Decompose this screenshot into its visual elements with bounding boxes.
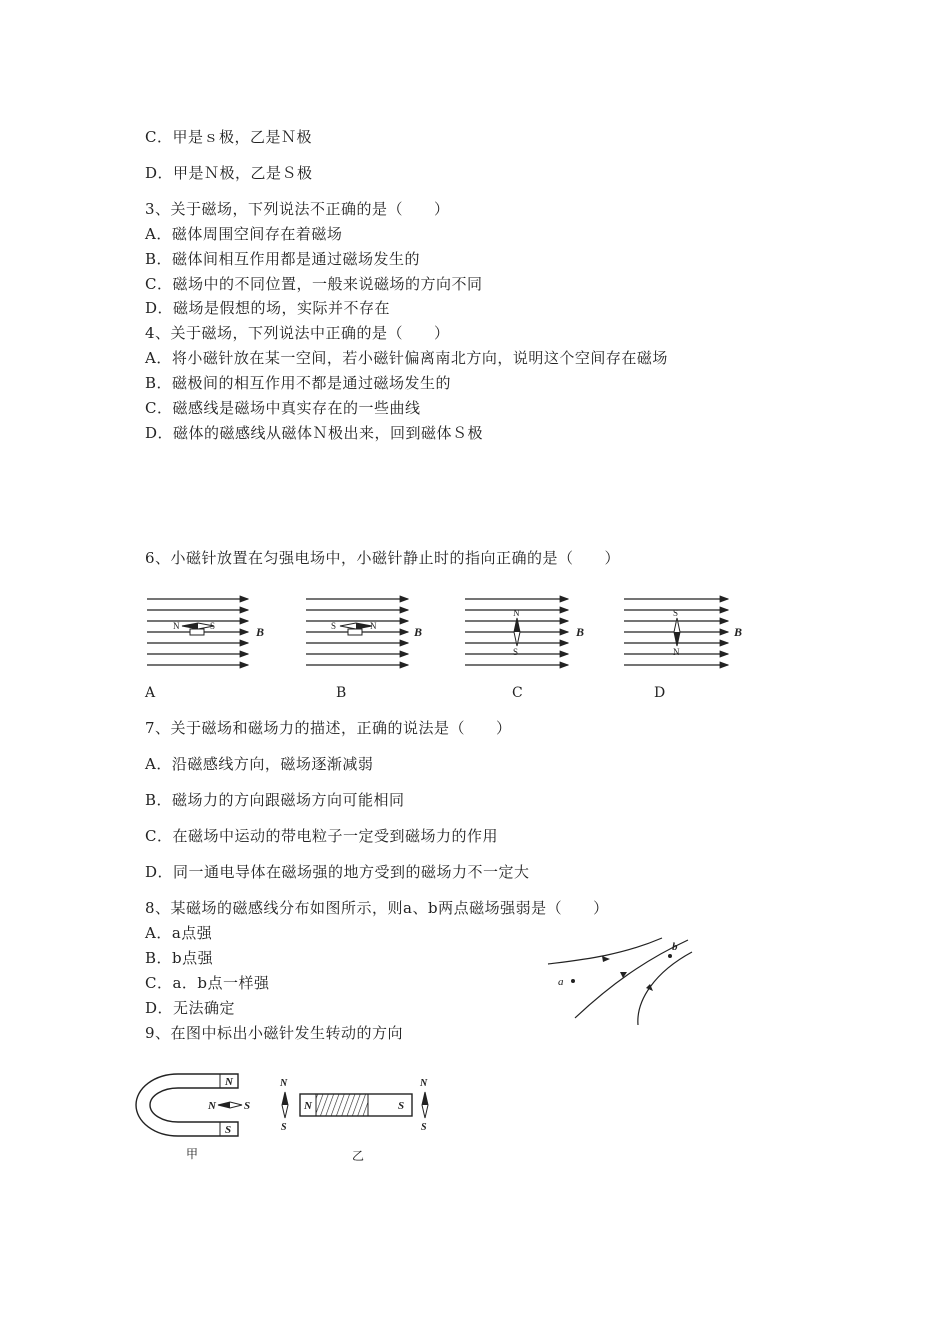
q9-stem: 9、在图中标出小磁针发生转动的方向: [145, 1024, 404, 1042]
q9-needle-left: [279, 1078, 288, 1133]
q9-u-s: S: [225, 1124, 232, 1136]
q6-field-label-d: B: [734, 625, 743, 639]
q6-b-s: S: [331, 621, 337, 631]
q4-option-c: C．磁感线是磁场中真实存在的一些曲线: [145, 399, 421, 417]
q6-label-b: B: [336, 685, 347, 701]
q7-option-c: C．在磁场中运动的带电粒子一定受到磁场力的作用: [145, 827, 498, 845]
q9-figures: [130, 1068, 450, 1168]
q8-option-c: C．a．b点一样强: [145, 974, 270, 992]
q9-jia-n: N: [208, 1100, 216, 1112]
q8-stem: 8、某磁场的磁感线分布如图所示，则a、b两点磁场强弱是（ ）: [145, 899, 609, 917]
q9-right-s: S: [421, 1122, 427, 1133]
q3-option-a: A．磁体周围空间存在着磁场: [145, 225, 343, 243]
q6-label-d: D: [654, 685, 666, 701]
q8-point-b: [668, 954, 672, 958]
q8-option-b: B．b点强: [145, 949, 214, 967]
q6-field-label-b: B: [414, 625, 423, 639]
q9-left-s: S: [281, 1122, 287, 1133]
q8-option-a: A．a点强: [145, 924, 213, 942]
q6-figures: [0, 585, 950, 685]
q7-stem: 7、关于磁场和磁场力的描述，正确的说法是（ ）: [145, 719, 512, 737]
q6-c-n: N: [513, 608, 520, 618]
q9-label-jia: 甲: [186, 1147, 199, 1161]
q2-option-c: C．甲是ｓ极，乙是Ｎ极: [145, 128, 312, 146]
q3-option-d: D．磁场是假想的场，实际并不存在: [145, 299, 391, 317]
q6-field-label-a: B: [256, 625, 265, 639]
q6-label-a: A: [145, 685, 156, 701]
q4-option-d: D．磁体的磁感线从磁体Ｎ极出来，回到磁体Ｓ极: [145, 424, 484, 442]
q9-u-n: N: [225, 1076, 233, 1088]
q3-stem: 3、关于磁场，下列说法不正确的是（ ）: [145, 200, 450, 218]
q9-left-n: N: [280, 1078, 288, 1089]
q6-stem: 6、小磁针放置在匀强电场中，小磁针静止时的指向正确的是（ ）: [145, 549, 621, 567]
q9-bar-s: S: [398, 1100, 405, 1112]
q4-option-b: B．磁极间的相互作用不都是通过磁场发生的: [145, 374, 452, 392]
q9-right-n: N: [420, 1078, 428, 1089]
q8-option-d: D．无法确定: [145, 999, 236, 1017]
q7-option-a: A．沿磁感线方向，磁场逐渐减弱: [145, 755, 374, 773]
q6-d-s: S: [673, 608, 679, 618]
q4-option-a: A．将小磁针放在某一空间，若小磁针偏离南北方向，说明这个空间存在磁场: [145, 349, 668, 367]
q6-label-c: C: [512, 685, 523, 701]
q9-needle-right: [419, 1078, 428, 1133]
q3-option-c: C．磁场中的不同位置，一般来说磁场的方向不同: [145, 275, 483, 293]
q9-bar-n: N: [304, 1100, 312, 1112]
q8-label-a: a: [558, 976, 564, 988]
q6-a-s: S: [210, 621, 216, 631]
q9-needle-jia: [207, 1100, 250, 1112]
q8-field-diagram: [540, 930, 700, 1030]
q6-b-n: N: [370, 621, 377, 631]
q2-option-d: D．甲是Ｎ极，乙是Ｓ极: [145, 164, 313, 182]
q6-c-s: S: [513, 647, 519, 657]
q8-label-b: b: [672, 941, 678, 953]
q6-d-n: N: [673, 647, 680, 657]
q9-label-yi: 乙: [352, 1149, 365, 1163]
q8-point-a: [571, 979, 575, 983]
q9-bar-magnet: [300, 1094, 412, 1116]
q4-stem: 4、关于磁场，下列说法中正确的是（ ）: [145, 324, 450, 342]
q6-a-n: N: [173, 621, 180, 631]
q7-option-d: D．同一通电导体在磁场强的地方受到的磁场力不一定大: [145, 863, 530, 881]
q3-option-b: B．磁体间相互作用都是通过磁场发生的: [145, 250, 421, 268]
q6-field-label-c: B: [576, 625, 585, 639]
q9-jia-s: S: [244, 1100, 251, 1112]
q6-needle-d: [673, 608, 680, 657]
q7-option-b: B．磁场力的方向跟磁场方向可能相同: [145, 791, 405, 809]
q6-needle-b: [331, 621, 377, 635]
q6-needle-c: [513, 608, 520, 657]
q6-needle-a: [173, 621, 215, 635]
